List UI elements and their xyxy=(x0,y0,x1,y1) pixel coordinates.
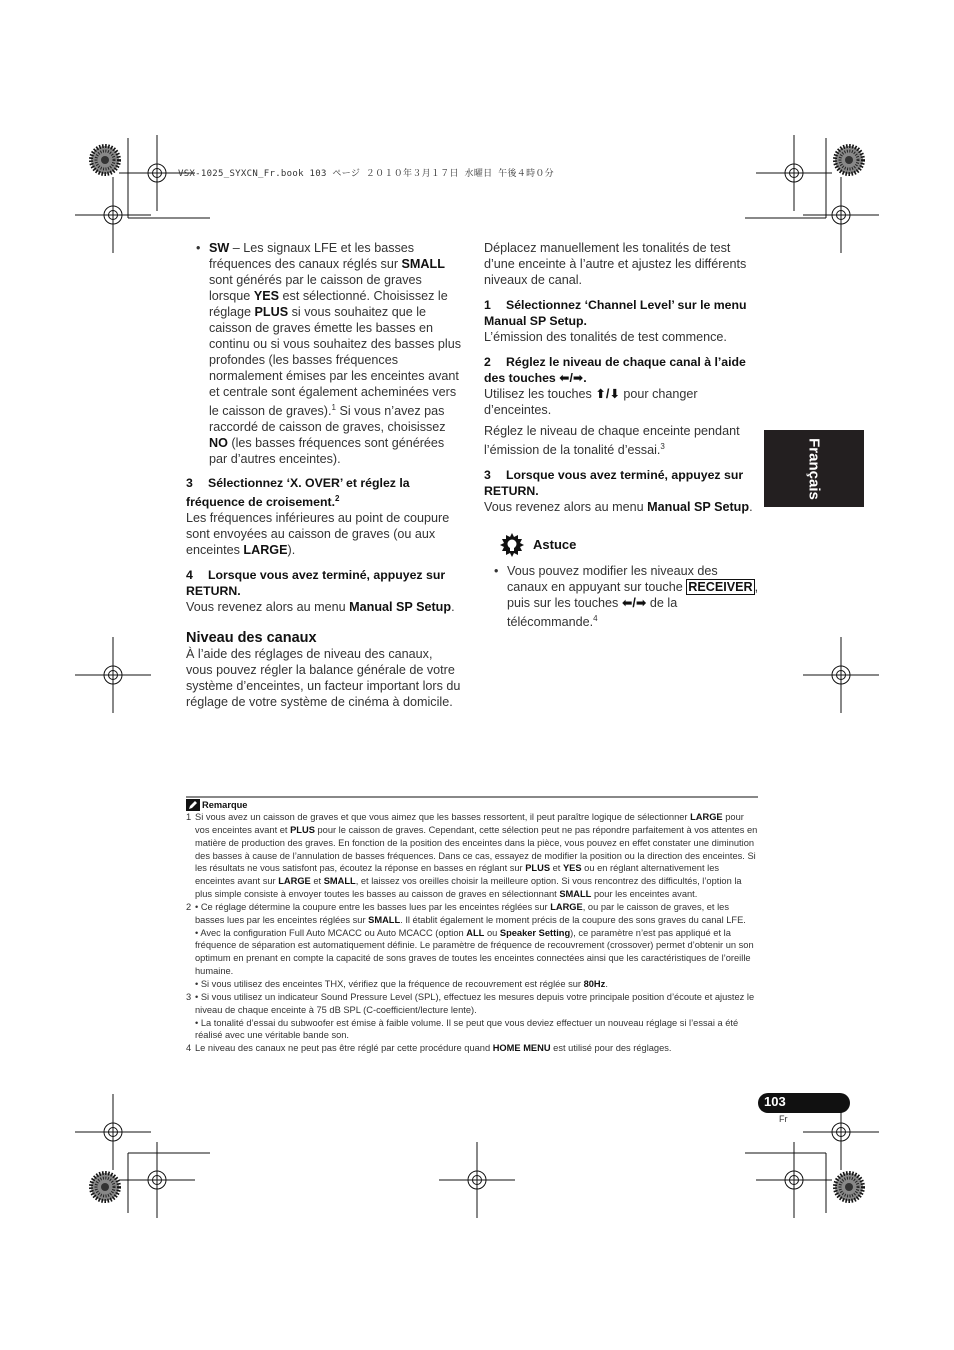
reg-mark-top-right xyxy=(756,135,832,211)
right-column xyxy=(484,240,760,630)
sw-bullet-item xyxy=(186,240,462,467)
pencil-note-icon xyxy=(186,799,200,811)
step-3-heading: 3 Sélectionnez ‘X. OVER’ et réglez la fréquence de croisement.$^2$ xyxy=(186,476,410,510)
step-1-heading: 1 Sélectionnez ‘Channel Level’ sur le menu Manual SP Setup. xyxy=(484,298,747,328)
reg-mark-bottom-center xyxy=(439,1142,515,1218)
tip-heading: Astuce xyxy=(533,537,577,553)
section-title: Niveau des canaux xyxy=(186,630,317,647)
left-column xyxy=(186,240,462,710)
footnote-1: 1 Si vous avez un caisson de graves et que vous aimez que les basses ressortent, il peut paraître logique de sélectionner LARGE pour vos enceintes avant et PLUS pour le caisson de graves. Cependant, cette sélection peut ne pas répondre parfaitement à vos attentes en matière de production des graves. En fonction de la position des enceintes dans la pièce, vous pouvez en effet constater une diminution des basses à cause de l’annulation de basses fréquences. Dans ce cas, essayez de modifier la position ou la direction des enceintes. Si les résultats ne vous satisfont pas, écoutez la réponse en basses en réglant sur PLUS et YES ou en réglant alternativement les enceintes avant sur LARGE et SMALL, et laissez vos oreilles choisir la meilleure option. Si vous rencontrez des difficultés, l’option la plus simple consiste à envoyer toutes les basses au caisson de graves en sélectionnant SMALL pour les enceintes avant. xyxy=(186,812,758,900)
notes-heading-row xyxy=(186,799,247,811)
step-3-body: Les fréquences inférieures au point de coupure sont envoyées au caisson de graves (ou aux enceintes LARGE). xyxy=(186,511,450,558)
step-1-body: L’émission des tonalités de test commence. xyxy=(484,330,727,344)
footnote-4: 4 Le niveau des canaux ne peut pas être réglé par cette procédure quand HOME MENU est utilisé pour des réglages. xyxy=(186,1043,672,1054)
step-2-heading: 2 Réglez le niveau de chaque canal à l’aide des touches ⬅/➡. xyxy=(484,355,746,385)
reg-mark-middle-left xyxy=(75,637,151,713)
language-tab-label: Français xyxy=(805,437,823,500)
language-tab xyxy=(764,430,864,507)
footnote-3: 3 • Si vous utilisez un indicateur Sound Pressure Level (SPL), effectuez les mesures depuis votre principale position d’écoute et ajustez le niveau de chaque enceinte à 75 dB SPL (C-coefficient/lecture lente). • La tonalité d’essai du subwoofer est émise à faible volume. Il se peut que vous deviez effectuer un nouveau réglage si l’essai a été réalisé avec une véritable bande son. xyxy=(186,991,755,1041)
step-2-body: Utilisez les touches ⬆/⬇ pour changer d’enceintes. xyxy=(484,387,698,417)
page-number-tab xyxy=(758,1093,850,1113)
reg-mark-left-upper xyxy=(75,177,151,253)
star-target-top-right xyxy=(835,146,863,174)
reg-mark-middle-right xyxy=(803,637,879,713)
tip-bullet-item xyxy=(484,563,760,630)
step-3-body-right: Vous revenez alors au menu Manual SP Setup. xyxy=(484,500,753,515)
tip-text: Vous pouvez modifier les niveaux des canaux en appuyant sur touche RECEIVER , puis sur les touches ⬅/➡ de la télécommande.$^4$ xyxy=(507,564,759,630)
star-target-bottom-left xyxy=(91,1173,119,1201)
intro-paragraph: Déplacez manuellement les tonalités de test d’une enceinte à l’autre et ajustez les différents niveaux de canal. xyxy=(484,241,747,287)
step-3-heading-right: 3 Lorsque vous avez terminé, appuyez sur RETURN. xyxy=(484,468,744,499)
print-header-file-info: VSX-1025_SYXCN_Fr.book 103 ページ ２０１０年３月１７日 水曜日 午後４時０分 xyxy=(178,169,554,179)
language-code: Fr xyxy=(779,1114,788,1124)
reg-mark-left-lower xyxy=(75,1094,151,1170)
step-4-body: Vous revenez alors au menu Manual SP Setup. xyxy=(186,600,455,615)
page-number: 103 xyxy=(764,1094,786,1109)
star-target-bottom-right xyxy=(835,1173,863,1201)
footnote-2: 2 • Ce réglage détermine la coupure entre les basses lues par les enceintes réglées sur LARGE, ou par le caisson de graves, et les basses lues par les enceintes réglées sur SMALL. Il établit également le moment précis de la coupure des sons graves du canal LFE. • Avec la configuration Full Auto MCACC ou Auto MCACC (option ALL ou Speaker Setting), ce paramètre n’est pas appliqué et la fréquence de séparation est automatiquement définie. Le paramètre de fréquence de recouvrement (crossover) permet d’obtenir un son optimum en prenant en compte la capacité de sons graves de toutes les enceintes connectées ainsi que les caractéristiques de l’oreille humaine. • Si vous utilisez des enceintes THX, vérifiez que la fréquence de recouvrement est réglée sur 80Hz. xyxy=(186,901,754,989)
bullet: • xyxy=(196,241,201,255)
step-4-heading: 4 Lorsque vous avez terminé, appuyez sur RETURN. xyxy=(186,568,446,599)
receiver-key: RECEIVER xyxy=(688,580,753,595)
footnotes xyxy=(186,811,758,1055)
reg-mark-right-upper xyxy=(803,177,879,253)
section-body: À l’aide des réglages de niveau des canaux, vous pouvez régler la balance générale de votre système d’enceintes, un facteur important lors du réglage de votre système de cinéma à domicile. xyxy=(186,647,461,710)
sw-description: SW – Les signaux LFE et les basses fréquences des canaux réglés sur SMALL sont générés par le caisson de graves lorsque YES est sélectionné. Choisissez le réglage PLUS si vous souhaitez que le caisson de graves émette les basses en continu ou si vous souhaitez des basses plus profondes (les basses fréquences normalement émises par les enceintes avant et centrale sont également acheminées vers le caisson de graves).$^1$ Si vous n’avez pas raccordé de caisson de graves, choisissez NO (les basses fréquences sont générées par d’autres enceintes). xyxy=(209,241,462,467)
lightbulb-icon xyxy=(500,533,524,557)
bullet: • xyxy=(494,564,499,579)
star-target-top-left xyxy=(91,146,119,174)
tip-heading-row xyxy=(484,533,760,557)
step-2-body-2: Réglez le niveau de chaque enceinte pendant l’émission de la tonalité d’essai.$^3$ xyxy=(484,424,740,458)
notes-heading: Remarque xyxy=(202,800,248,810)
